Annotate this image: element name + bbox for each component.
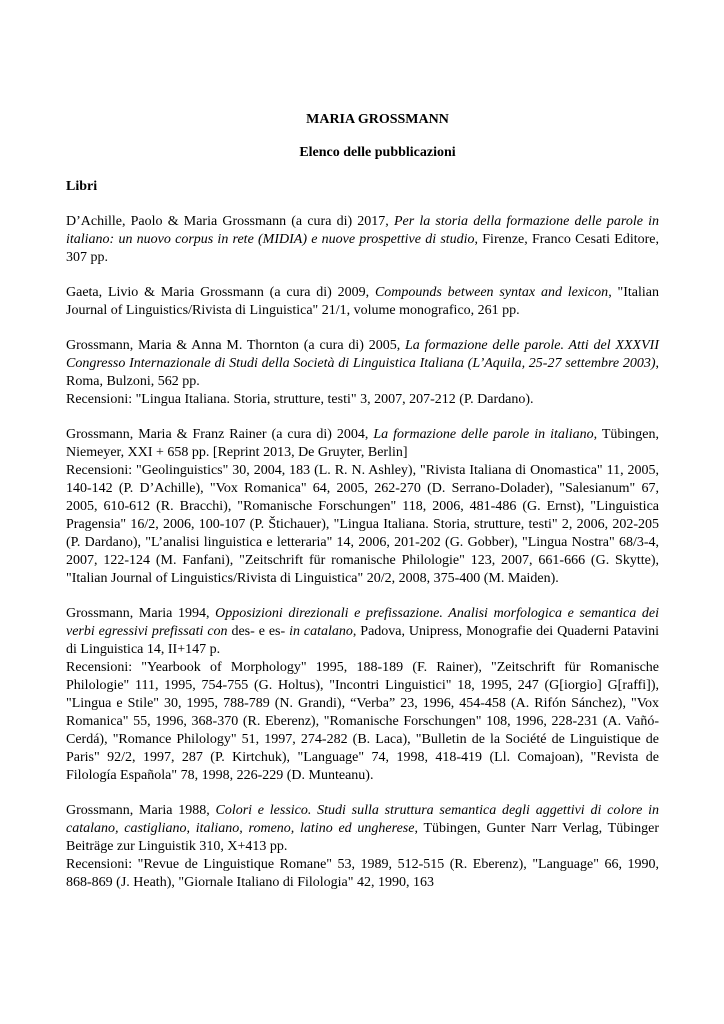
citation xyxy=(66,802,659,856)
citation-title-plain: des- e es- xyxy=(227,624,290,639)
citation-authors: Grossmann, Maria 1988, xyxy=(66,803,216,818)
citation-details: , "Italian Journal of Linguistics/Rivista di Linguistica" 21/1, volume monografico, 261 pp. xyxy=(66,285,659,318)
citation-authors: Gaeta, Livio & Maria Grossmann (a cura di) 2009, xyxy=(66,285,375,300)
reviews-list: Recensioni: "Geolinguistics" 30, 2004, 183 (L. R. N. Ashley), "Rivista Italiana di Onomastica" 11, 2005, 140-142 (P. D’Achille), "Vox Romanica" 64, 2005, 262-270 (D. Serrano-Dolader), "Salesianum" 67, 2005, 610-612 (R. Bracchi), "Romanische Forschungen" 118, 2006, 481-486 (G. Ernst), "Linguistica Pragensia" 16/2, 2006, 100-107 (P. Štichauer), "Lingua Italiana. Storia, strutture, testi" 2, 2006, 202-205 (P. Dardano), "L’analisi linguistica e letteraria" 14, 2006, 201-202 (G. Gobber), "Lingua Nostra" 68/3-4, 2007, 122-124 (M. Fanfani), "Zeitschrift für romanische Philologie" 123, 2007, 661-666 (G. Skytte), "Italian Journal of Linguistics/Rivista di Linguistica" 20/2, 2008, 375-400 (M. Maiden). xyxy=(66,463,659,586)
citation-title: Compounds between syntax and lexicon xyxy=(374,285,609,300)
citation-details: , Padova, Unipress, Monografie dei Quaderni Patavini di Linguistica 14, II+147 p. xyxy=(66,624,659,657)
publication-entry xyxy=(66,426,659,588)
citation-title: Per la storia della formazione delle parole in italiano: un nuovo corpus in rete (MIDIA) e nuove prospettive di studio xyxy=(66,214,659,247)
document-page xyxy=(66,111,659,892)
publication-entry xyxy=(66,337,659,409)
publication-entry xyxy=(66,213,659,267)
citation-authors: Grossmann, Maria & Franz Rainer (a cura di) 2004, xyxy=(66,427,374,442)
publication-entry xyxy=(66,802,659,892)
document-title: MARIA GROSSMANN xyxy=(306,112,449,127)
citation-title: Opposizioni direzionali e prefissazione. Analisi morfologica e semantica dei verbi egressivi prefissati con xyxy=(66,606,659,639)
citation xyxy=(66,426,659,462)
citation-details: , Tübingen, Gunter Narr Verlag, Tübinger Beiträge zur Linguistik 310, X+413 pp. xyxy=(66,821,659,854)
reviews-list: Recensioni: "Yearbook of Morphology" 1995, 188-189 (F. Rainer), "Zeitschrift für Romanische Philologie" 111, 1995, 754-755 (G. Holtus), "Incontri Linguistici" 18, 1995, 247 (G[iorgio] G[raffi]), "Lingua e Stile" 30, 1995, 788-789 (N. Grandi), “Verba” 23, 1996, 454-458 (A. Rifón Sánchez), "Vox Romanica" 55, 1996, 368-370 (R. Eberenz), "Romanische Forschungen" 108, 1996, 228-231 (A. Vañó-Cerdá), "Romance Philology" 51, 1997, 274-282 (B. Laca), "Bulletin de la Société de Linguistique de Paris" 92/2, 1997, 287 (P. Kirtchuk), "Language" 74, 1998, 418-419 (Ll. Comajoan), "Revista de Filología Española" 78, 1998, 226-229 (D. Munteanu). xyxy=(66,660,659,783)
citation xyxy=(66,337,659,391)
citation-title: Colori e lessico. Studi sulla struttura semantica degli aggettivi di colore in catalano, castigliano, italiano, romeno, latino ed ungherese xyxy=(66,803,659,836)
citation-title-tail: in catalano xyxy=(289,624,353,639)
citation-authors: D’Achille, Paolo & Maria Grossmann (a cura di) 2017, xyxy=(66,214,394,229)
citation-details: , Firenze, Franco Cesati Editore, 307 pp. xyxy=(66,232,659,265)
reviews-list: Recensioni: "Lingua Italiana. Storia, strutture, testi" 3, 2007, 207-212 (P. Dardano). xyxy=(66,392,534,407)
citation xyxy=(66,213,659,267)
publication-entry xyxy=(66,284,659,320)
citation-title: La formazione delle parole in italiano xyxy=(373,427,594,442)
citation xyxy=(66,284,659,320)
citation-authors: Grossmann, Maria 1994, xyxy=(66,606,216,621)
document-subtitle: Elenco delle pubblicazioni xyxy=(299,145,456,160)
reviews-list: Recensioni: "Revue de Linguistique Romane" 53, 1989, 512-515 (R. Eberenz), "Language" 66, 1990, 868-869 (J. Heath), "Giornale Italiano di Filologia" 42, 1990, 163 xyxy=(66,857,659,890)
citation xyxy=(66,605,659,659)
citation-details: , Roma, Bulzoni, 562 pp. xyxy=(66,356,659,389)
citation-title: La formazione delle parole. Atti del XXXVII Congresso Internazionale di Studi della Società di Linguistica Italiana (L’Aquila, 25-27 settembre 2003) xyxy=(66,338,659,371)
citation-details: , Tübingen, Niemeyer, XXI + 658 pp. [Reprint 2013, De Gruyter, Berlin] xyxy=(66,427,659,460)
section-heading: Libri xyxy=(66,179,98,194)
citation-authors: Grossmann, Maria & Anna M. Thornton (a cura di) 2005, xyxy=(66,338,406,353)
publication-entry xyxy=(66,605,659,785)
